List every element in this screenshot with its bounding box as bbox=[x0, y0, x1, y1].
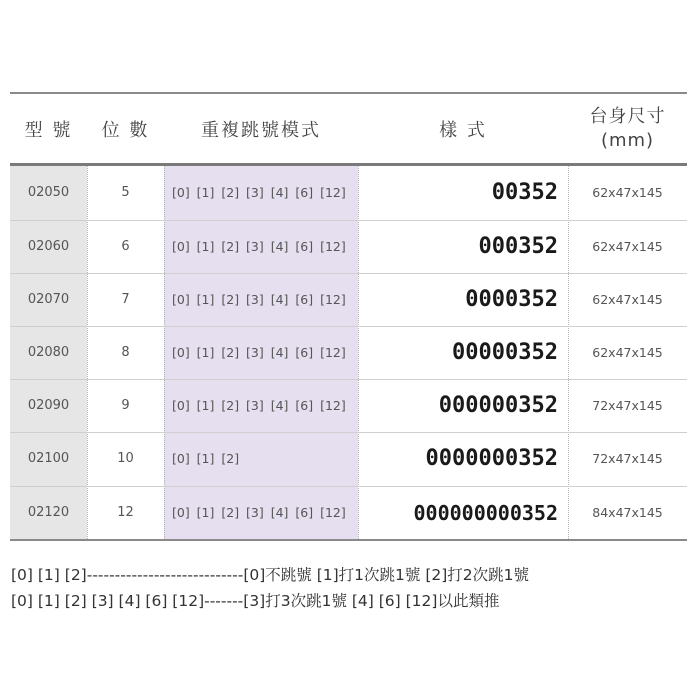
model-cell: 02060 bbox=[27, 239, 70, 254]
digits-cell: 7 bbox=[121, 292, 130, 307]
model-cell: 02100 bbox=[27, 451, 70, 466]
digits-cell: 9 bbox=[121, 398, 130, 413]
model-cell: 02120 bbox=[27, 505, 70, 520]
header-mode: 重複跳號模式 bbox=[201, 119, 321, 141]
sample-cell: 000000000352 bbox=[413, 500, 558, 525]
digits-cell: 5 bbox=[121, 185, 130, 200]
digits-cell: 8 bbox=[121, 345, 130, 360]
mode-cell: [0] [1] [2] [3] [4] [6] [12] bbox=[172, 398, 346, 413]
model-cell: 02080 bbox=[27, 345, 70, 360]
mode-cell: [0] [1] [2] [3] [4] [6] [12] bbox=[172, 345, 346, 360]
table-row bbox=[10, 432, 687, 485]
model-cell: 02090 bbox=[27, 398, 70, 413]
mode-cell: [0] [1] [2] [3] [4] [6] [12] bbox=[172, 239, 346, 254]
size-cell: 84x47x145 bbox=[592, 505, 663, 520]
size-cell: 72x47x145 bbox=[592, 398, 663, 413]
size-cell: 62x47x145 bbox=[592, 239, 663, 254]
table-row bbox=[10, 273, 687, 326]
size-cell: 62x47x145 bbox=[592, 292, 663, 307]
size-cell: 62x47x145 bbox=[592, 345, 663, 360]
size-cell: 72x47x145 bbox=[592, 451, 663, 466]
digits-cell: 12 bbox=[117, 505, 134, 520]
header-size bbox=[568, 94, 687, 163]
header-digits: 位 數 bbox=[101, 119, 150, 141]
size-cell: 62x47x145 bbox=[592, 185, 663, 200]
sample-cell: 0000352 bbox=[465, 287, 558, 312]
legend-note-line-1: [0] [1] [2]----------------------------[0]不跳號 [1]打1次跳1號 [2]打2次跳1號 bbox=[11, 566, 529, 584]
sample-cell: 00352 bbox=[491, 180, 558, 205]
table-row bbox=[10, 220, 687, 273]
sample-cell: 0000000352 bbox=[425, 446, 558, 471]
header-model: 型 號 bbox=[24, 119, 73, 141]
header-size-label: 台身尺寸 bbox=[589, 105, 666, 127]
model-cell: 02050 bbox=[27, 185, 70, 200]
mode-cell: [0] [1] [2] [3] [4] [6] [12] bbox=[172, 505, 346, 520]
table-row bbox=[10, 166, 687, 219]
table-row bbox=[10, 379, 687, 432]
header-size-unit: (mm) bbox=[600, 129, 655, 151]
mode-cell: [0] [1] [2] bbox=[172, 451, 240, 466]
model-cell: 02070 bbox=[27, 292, 70, 307]
table-row bbox=[10, 326, 687, 379]
digits-cell: 6 bbox=[121, 239, 130, 254]
sample-cell: 000000352 bbox=[438, 393, 558, 418]
table-row bbox=[10, 486, 687, 539]
table-bottom-rule bbox=[10, 539, 687, 541]
sample-cell: 00000352 bbox=[452, 340, 558, 365]
mode-cell: [0] [1] [2] [3] [4] [6] [12] bbox=[172, 292, 346, 307]
mode-cell: [0] [1] [2] [3] [4] [6] [12] bbox=[172, 185, 346, 200]
sample-cell: 000352 bbox=[478, 234, 558, 259]
legend-note-line-2: [0] [1] [2] [3] [4] [6] [12]-------[3]打3次跳1號 [4] [6] [12]以此類推 bbox=[11, 592, 500, 610]
digits-cell: 10 bbox=[117, 451, 134, 466]
header-sample: 樣 式 bbox=[439, 119, 487, 141]
